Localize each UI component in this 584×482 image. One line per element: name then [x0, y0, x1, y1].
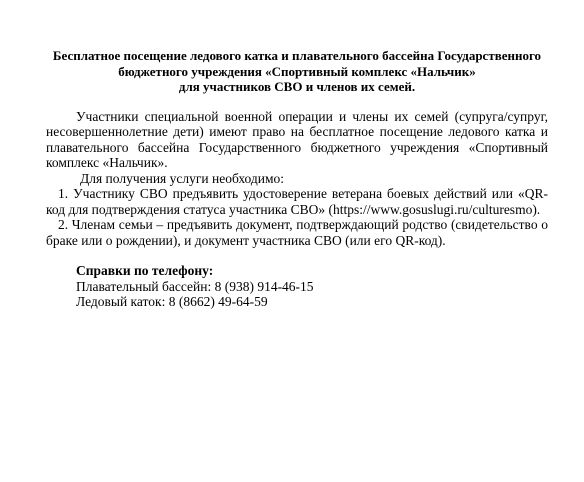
- contact-rink: Ледовый каток: 8 (8662) 49-64-59: [76, 294, 268, 309]
- title-line-1: Бесплатное посещение ледового катка и плавательного бассейна Государственного: [52, 48, 542, 63]
- contacts-heading: Справки по телефону:: [76, 263, 214, 278]
- intro-paragraph: Участники специальной военной операции и члены их семей (супруга/супруг, несовершеннолетние дети) имеют право на бесплатное посещение ледового катка и плавательного бассейна Государственного бюджетного учреждения «Спортивный комплекс «Нальчик».: [46, 108, 548, 170]
- document-body: [46, 109, 548, 249]
- contact-pool: Плавательный бассейн: 8 (938) 914-46-15: [76, 278, 314, 294]
- requirements-heading: Для получения услуги необходимо:: [80, 170, 285, 186]
- contacts-section: [46, 263, 548, 310]
- document-title: [46, 48, 548, 95]
- title-line-3: для участников СВО и членов их семей.: [178, 79, 416, 94]
- requirement-item-2: 2. Членам семьи – предъявить документ, подтверждающий родство (свидетельство о браке или о рождении), и документ участника СВО (или его QR-код).: [46, 217, 548, 248]
- title-line-2: бюджетного учреждения «Спортивный комплекс «Нальчик»: [118, 63, 476, 79]
- requirement-item-1: 1. Участнику СВО предъявить удостоверение ветерана боевых действий или «QR-код для подтверждения статуса участника СВО» (https://www.gosuslugi.ru/culturesmo).: [46, 186, 548, 217]
